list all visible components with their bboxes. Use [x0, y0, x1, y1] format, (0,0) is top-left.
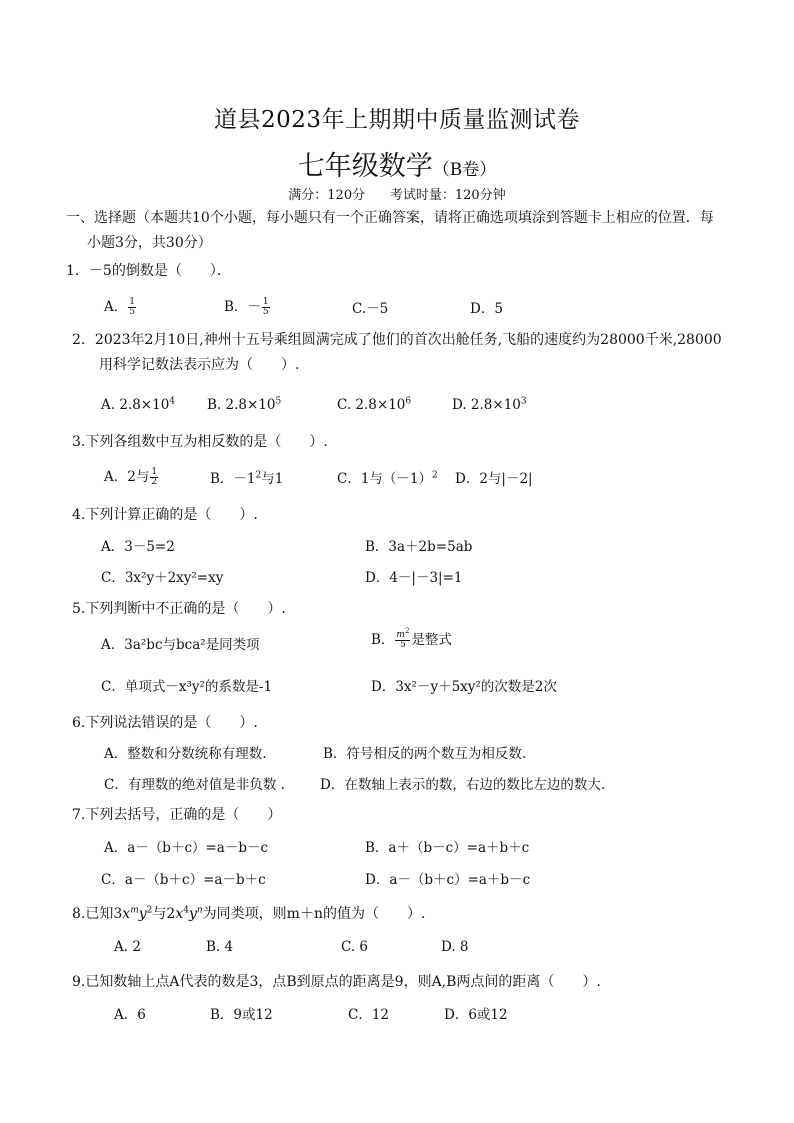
question-4-option-a: A．3－5=2: [101, 539, 175, 555]
exam-info: 满分：120分 考试时量：120分钟: [288, 188, 506, 203]
question-2-option-b: B. $2.8\times 10^5$: [207, 396, 282, 413]
question-1-option-c: C.－5: [352, 301, 389, 317]
question-8-option-c: C. 6: [341, 939, 369, 955]
exam-title: 道县2023年上期期中质量监测试卷: [213, 107, 581, 133]
question-7-option-c: C．a－（b＋c）=a－b＋c: [101, 872, 266, 888]
question-4-option-b: B．3a＋2b=5ab: [365, 539, 473, 555]
question-8-option-d: D. 8: [441, 939, 469, 955]
question-5-option-b: B． $\frac{m^2}{5}$ 是整式: [371, 627, 452, 650]
question-2-stem-line2: 用科学记数法表示应为（ ）.: [99, 357, 300, 373]
subject-label: 七年级数学: [297, 151, 433, 182]
question-9-option-c: C．12: [348, 1007, 390, 1023]
paper-version: （B卷）: [432, 160, 497, 180]
question-3-option-c: C．1与$(-1)^2$: [337, 470, 438, 487]
question-9-stem: 9.已知数轴上点A代表的数是3，点B到原点的距离是9，则A,B两点间的距离（ ）.: [72, 974, 601, 990]
section-heading-line2: 小题3分，共30分）: [87, 235, 212, 251]
question-8-option-a: A. 2: [114, 939, 141, 955]
question-9-option-d: D．6或12: [444, 1007, 508, 1023]
question-6-option-b: B．符号相反的两个数互为相反数.: [323, 746, 527, 762]
question-9-option-a: A．6: [114, 1007, 146, 1023]
question-2-option-d: D. $2.8\times 10^3$: [452, 396, 527, 413]
question-4-stem: 4.下列计算正确的是（ ）.: [72, 507, 258, 523]
question-1-option-b: B．－ $\frac{1}{5}$: [224, 297, 269, 317]
question-5-stem: 5.下列判断中不正确的是（ ）.: [72, 601, 286, 617]
question-2-stem-line1: 2．2023年2月10日,神州十五号乘组圆满完成了他们的首次出舱任务,飞船的速度约为28000千米,28000: [72, 332, 722, 348]
question-1-option-d: D．5: [470, 301, 503, 317]
question-3-option-a: A．2与 $\frac{1}{2}$: [104, 467, 158, 487]
section-heading-line1: 一、选择题（本题共10个小题，每小题只有一个正确答案，请将正确选项填涂到答题卡上相应的位置．每: [66, 210, 714, 226]
question-7-option-a: A．a－（b＋c）=a－b－c: [104, 840, 269, 856]
exam-subtitle: [0, 144, 794, 183]
question-5-option-c: C．单项式－x³y²的系数是-1: [101, 679, 273, 695]
question-4-option-c: C．3x²y＋2xy²=xy: [101, 570, 224, 586]
question-5-option-d: D．3x²－y＋5xy²的次数是2次: [371, 679, 557, 695]
question-6-option-c: C．有理数的绝对值是非负数 .: [104, 777, 285, 793]
question-2-option-a: A. $2.8\times 10^4$: [101, 396, 176, 413]
question-3-stem: 3.下列各组数中互为相反数的是（ ）.: [72, 434, 328, 450]
question-8-option-b: B. 4: [206, 939, 234, 955]
question-1-stem: 1．－5的倒数是（ ）．: [66, 263, 231, 279]
question-5-option-a: A．3a²bc与bca²是同类项: [101, 637, 260, 653]
question-6-stem: 6.下列说法错误的是（ ）.: [72, 715, 258, 731]
question-4-option-d: D．4－|－3|=1: [365, 570, 463, 586]
question-8-stem: 8.已知$3x^my^2$与$2x^4y^n$为同类项，则m＋n的值为（ ）.: [72, 905, 426, 922]
question-2-option-c: C. $2.8\times 10^6$: [337, 396, 412, 413]
question-3-option-b: B．$-1^2$与1: [210, 470, 284, 487]
question-7-option-b: B．a＋（b－c）=a＋b＋c: [365, 840, 530, 856]
question-1-option-a: A． $\frac{1}{5}$: [104, 297, 135, 317]
question-3-option-d: D．2与|－2|: [455, 471, 533, 487]
question-7-option-d: D．a－（b＋c）=a＋b－c: [365, 872, 531, 888]
question-7-stem: 7.下列去括号，正确的是（ ）: [72, 807, 282, 823]
question-6-option-a: A．整数和分数统称有理数.: [104, 746, 267, 762]
question-6-option-d: D．在数轴上表示的数，右边的数比左边的数大.: [320, 777, 606, 793]
question-9-option-b: B．9或12: [210, 1007, 273, 1023]
